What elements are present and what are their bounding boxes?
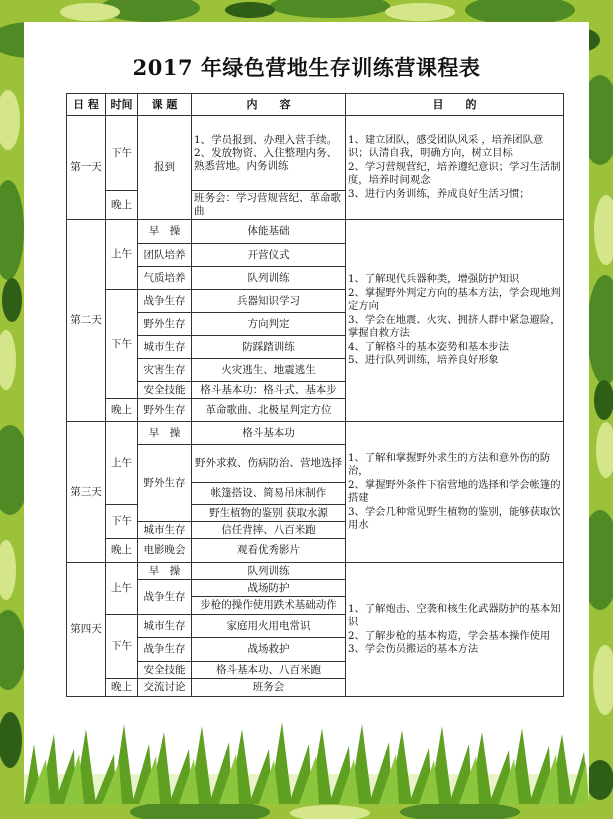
content-cell: 防踩踏训练 (192, 336, 346, 359)
header-content: 内 容 (192, 94, 346, 116)
topic-cell: 气质培养 (138, 267, 192, 290)
topic-cell: 战争生存 (138, 290, 192, 313)
header-goal: 目 的 (346, 94, 564, 116)
grass-decoration (24, 704, 589, 804)
content-cell: 兵器知识学习 (192, 290, 346, 313)
day-label: 第四天 (67, 563, 106, 697)
content-cell: 帐篷搭设、简易吊床制作 (192, 483, 346, 505)
table-row (67, 220, 564, 244)
period-label: 晚上 (106, 399, 138, 422)
table-row (67, 116, 564, 191)
goal-cell: 1、了解和掌握野外求生的方法和意外伤的防治， 2、掌握野外条件下宿营地的选择和学会帐篷的搭建 3、学会几种常见野生植物的鉴别，能够获取饮用水 (346, 422, 564, 563)
table-row (67, 563, 564, 580)
header-time: 时间 (106, 94, 138, 116)
topic-cell: 团队培养 (138, 244, 192, 267)
topic-cell: 安全技能 (138, 382, 192, 399)
header-topic: 课 题 (138, 94, 192, 116)
content-cell: 格斗基本功 (192, 422, 346, 445)
content-cell: 开营仪式 (192, 244, 346, 267)
topic-cell: 战争生存 (138, 638, 192, 662)
page-title: 2017 年绿色营地生存训练营课程表 (132, 55, 481, 80)
day-label: 第二天 (67, 220, 106, 422)
topic-cell: 安全技能 (138, 662, 192, 679)
content-cell: 1、学员报到、办理入营手续。 2、发放物资、入住整理内务、熟悉营地。内务训练 (192, 116, 346, 191)
content-cell: 步枪的操作使用跌术基础动作 (192, 597, 346, 615)
period-label: 晚上 (106, 191, 138, 220)
period-label: 晚上 (106, 679, 138, 697)
period-label: 下午 (106, 290, 138, 399)
content-cell: 野生植物的鉴别 获取水源 (192, 505, 346, 522)
content-cell: 信任背摔、八百米跑 (192, 522, 346, 539)
goal-cell: 1、了解炮击、空袭和核生化武器防护的基本知识 2、了解步枪的基本构造，学会基本操作使用 3、学会伤员搬运的基本方法 (346, 563, 564, 697)
content-cell: 革命歌曲、北极星判定方位 (192, 399, 346, 422)
topic-cell: 交流讨论 (138, 679, 192, 697)
period-label: 晚上 (106, 539, 138, 563)
topic-cell: 灾害生存 (138, 359, 192, 382)
header-row (67, 94, 564, 116)
content-cell: 格斗基本功、八百米跑 (192, 662, 346, 679)
day-label: 第一天 (67, 116, 106, 220)
topic-cell: 电影晚会 (138, 539, 192, 563)
goal-cell: 1、了解现代兵器种类，增强防护知识 2、掌握野外判定方向的基本方法，学会现地判定方向 3、学会在地震、火灾、拥挤人群中紧急避险，掌握自救方法 4、了解格斗的基本姿势和基本步法 5、进行队列训练，培养良好形象 (346, 220, 564, 422)
topic-cell: 野外生存 (138, 313, 192, 336)
table-row (67, 422, 564, 445)
content-cell: 战场救护 (192, 638, 346, 662)
schedule-table (66, 93, 564, 697)
topic-cell: 野外生存 (138, 399, 192, 422)
topic-cell: 城市生存 (138, 522, 192, 539)
topic-cell: 战争生存 (138, 580, 192, 615)
content-cell: 方向判定 (192, 313, 346, 336)
period-label: 上午 (106, 422, 138, 505)
content-cell: 战场防护 (192, 580, 346, 597)
topic-cell: 早 操 (138, 422, 192, 445)
content-cell: 野外求救、伤病防治、营地选择 (192, 445, 346, 483)
period-label: 下午 (106, 505, 138, 539)
header-schedule: 日 程 (67, 94, 106, 116)
topic-cell: 野外生存 (138, 445, 192, 522)
period-label: 上午 (106, 563, 138, 615)
topic-cell: 城市生存 (138, 615, 192, 638)
content-cell: 班务会 (192, 679, 346, 697)
content-cell: 格斗基本功：格斗式、基本步 (192, 382, 346, 399)
content-cell: 体能基础 (192, 220, 346, 244)
goal-cell: 1、建立团队，感受团队风采 ，培养团队意识；认清自我，明确方向，树立目标 2、学习营规营纪，培养遵纪意识；学习生活制度，培养时间观念 3、进行内务训练，养成良好生活习惯； (346, 116, 564, 220)
content-cell: 家庭用火用电常识 (192, 615, 346, 638)
period-label: 上午 (106, 220, 138, 290)
day-label: 第三天 (67, 422, 106, 563)
topic-cell: 报到 (138, 116, 192, 220)
content-cell: 队列训练 (192, 563, 346, 580)
content-cell: 火灾逃生、地震逃生 (192, 359, 346, 382)
period-label: 下午 (106, 116, 138, 191)
topic-cell: 早 操 (138, 220, 192, 244)
topic-cell: 城市生存 (138, 336, 192, 359)
content-cell: 班务会：学习营规营纪、革命歌曲 (192, 191, 346, 220)
schedule-sheet (24, 22, 589, 804)
content-cell: 队列训练 (192, 267, 346, 290)
content-cell: 观看优秀影片 (192, 539, 346, 563)
topic-cell: 早 操 (138, 563, 192, 580)
period-label: 下午 (106, 615, 138, 679)
